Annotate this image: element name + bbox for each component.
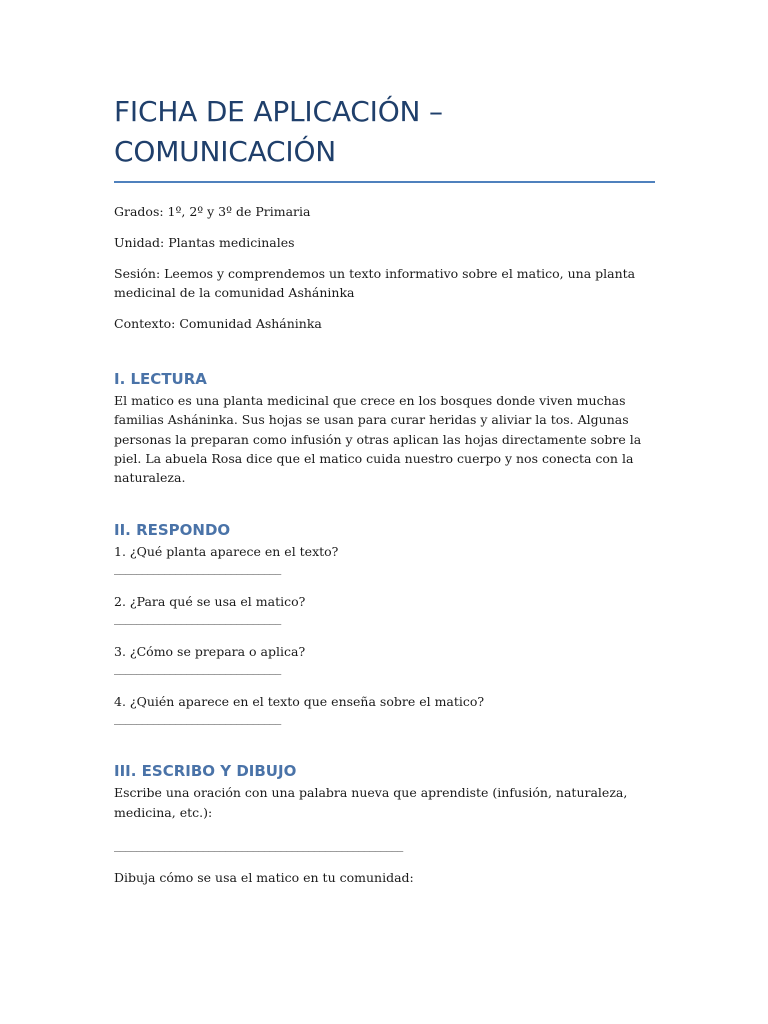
section-heading-lectura: I. LECTURA: [114, 370, 207, 388]
question-2: 2. ¿Para qué se usa el matico?: [114, 594, 306, 610]
answer-line-1[interactable]: ______________________________: [114, 560, 281, 576]
title-divider: [114, 181, 655, 183]
answer-line-2[interactable]: ______________________________: [114, 610, 281, 626]
section-heading-respondo: II. RESPONDO: [114, 521, 231, 540]
answer-line-4[interactable]: ______________________________: [114, 710, 281, 726]
meta-contexto: Contexto: Comunidad Asháninka: [114, 316, 322, 331]
question-1: 1. ¿Qué planta aparece en el texto?: [114, 544, 339, 560]
escribo-instruction: Escribe una oración con una palabra nueva que aprendiste (infusión, naturaleza, medicina, etc.):: [114, 785, 628, 820]
meta-grados: Grados: 1º, 2º y 3º de Primaria: [114, 204, 311, 219]
section-heading-escribo: III. ESCRIBO Y DIBUJO: [114, 762, 297, 781]
meta-sesion: Sesión: Leemos y comprendemos un texto informativo sobre el matico, una planta medicinal de la comunidad Asháninka: [114, 266, 636, 300]
answer-line-3[interactable]: ______________________________: [114, 660, 281, 676]
document-page: [114, 92, 656, 887]
draw-instruction: Dibuja cómo se usa el matico en tu comunidad:: [114, 870, 414, 886]
question-3: 3. ¿Cómo se prepara o aplica?: [114, 644, 306, 660]
question-4: 4. ¿Quién aparece en el texto que enseña sobre el matico?: [114, 694, 485, 710]
document-title: FICHA DE APLICACIÓN – COMUNICACIÓN: [114, 95, 443, 168]
lectura-text: El matico es una planta medicinal que crece en los bosques donde viven muchas familias Asháninka. Sus hojas se usan para curar heridas y aliviar la tos. Algunas personas la preparan como infusión y otras aplican las hojas directamente sobre la piel. La abuela Rosa dice que el matico cuida nuestro cuerpo y nos conecta con la naturaleza.: [114, 393, 642, 486]
sentence-answer-line[interactable]: ____________________________________________________: [114, 837, 403, 853]
meta-unidad: Unidad: Plantas medicinales: [114, 235, 295, 250]
